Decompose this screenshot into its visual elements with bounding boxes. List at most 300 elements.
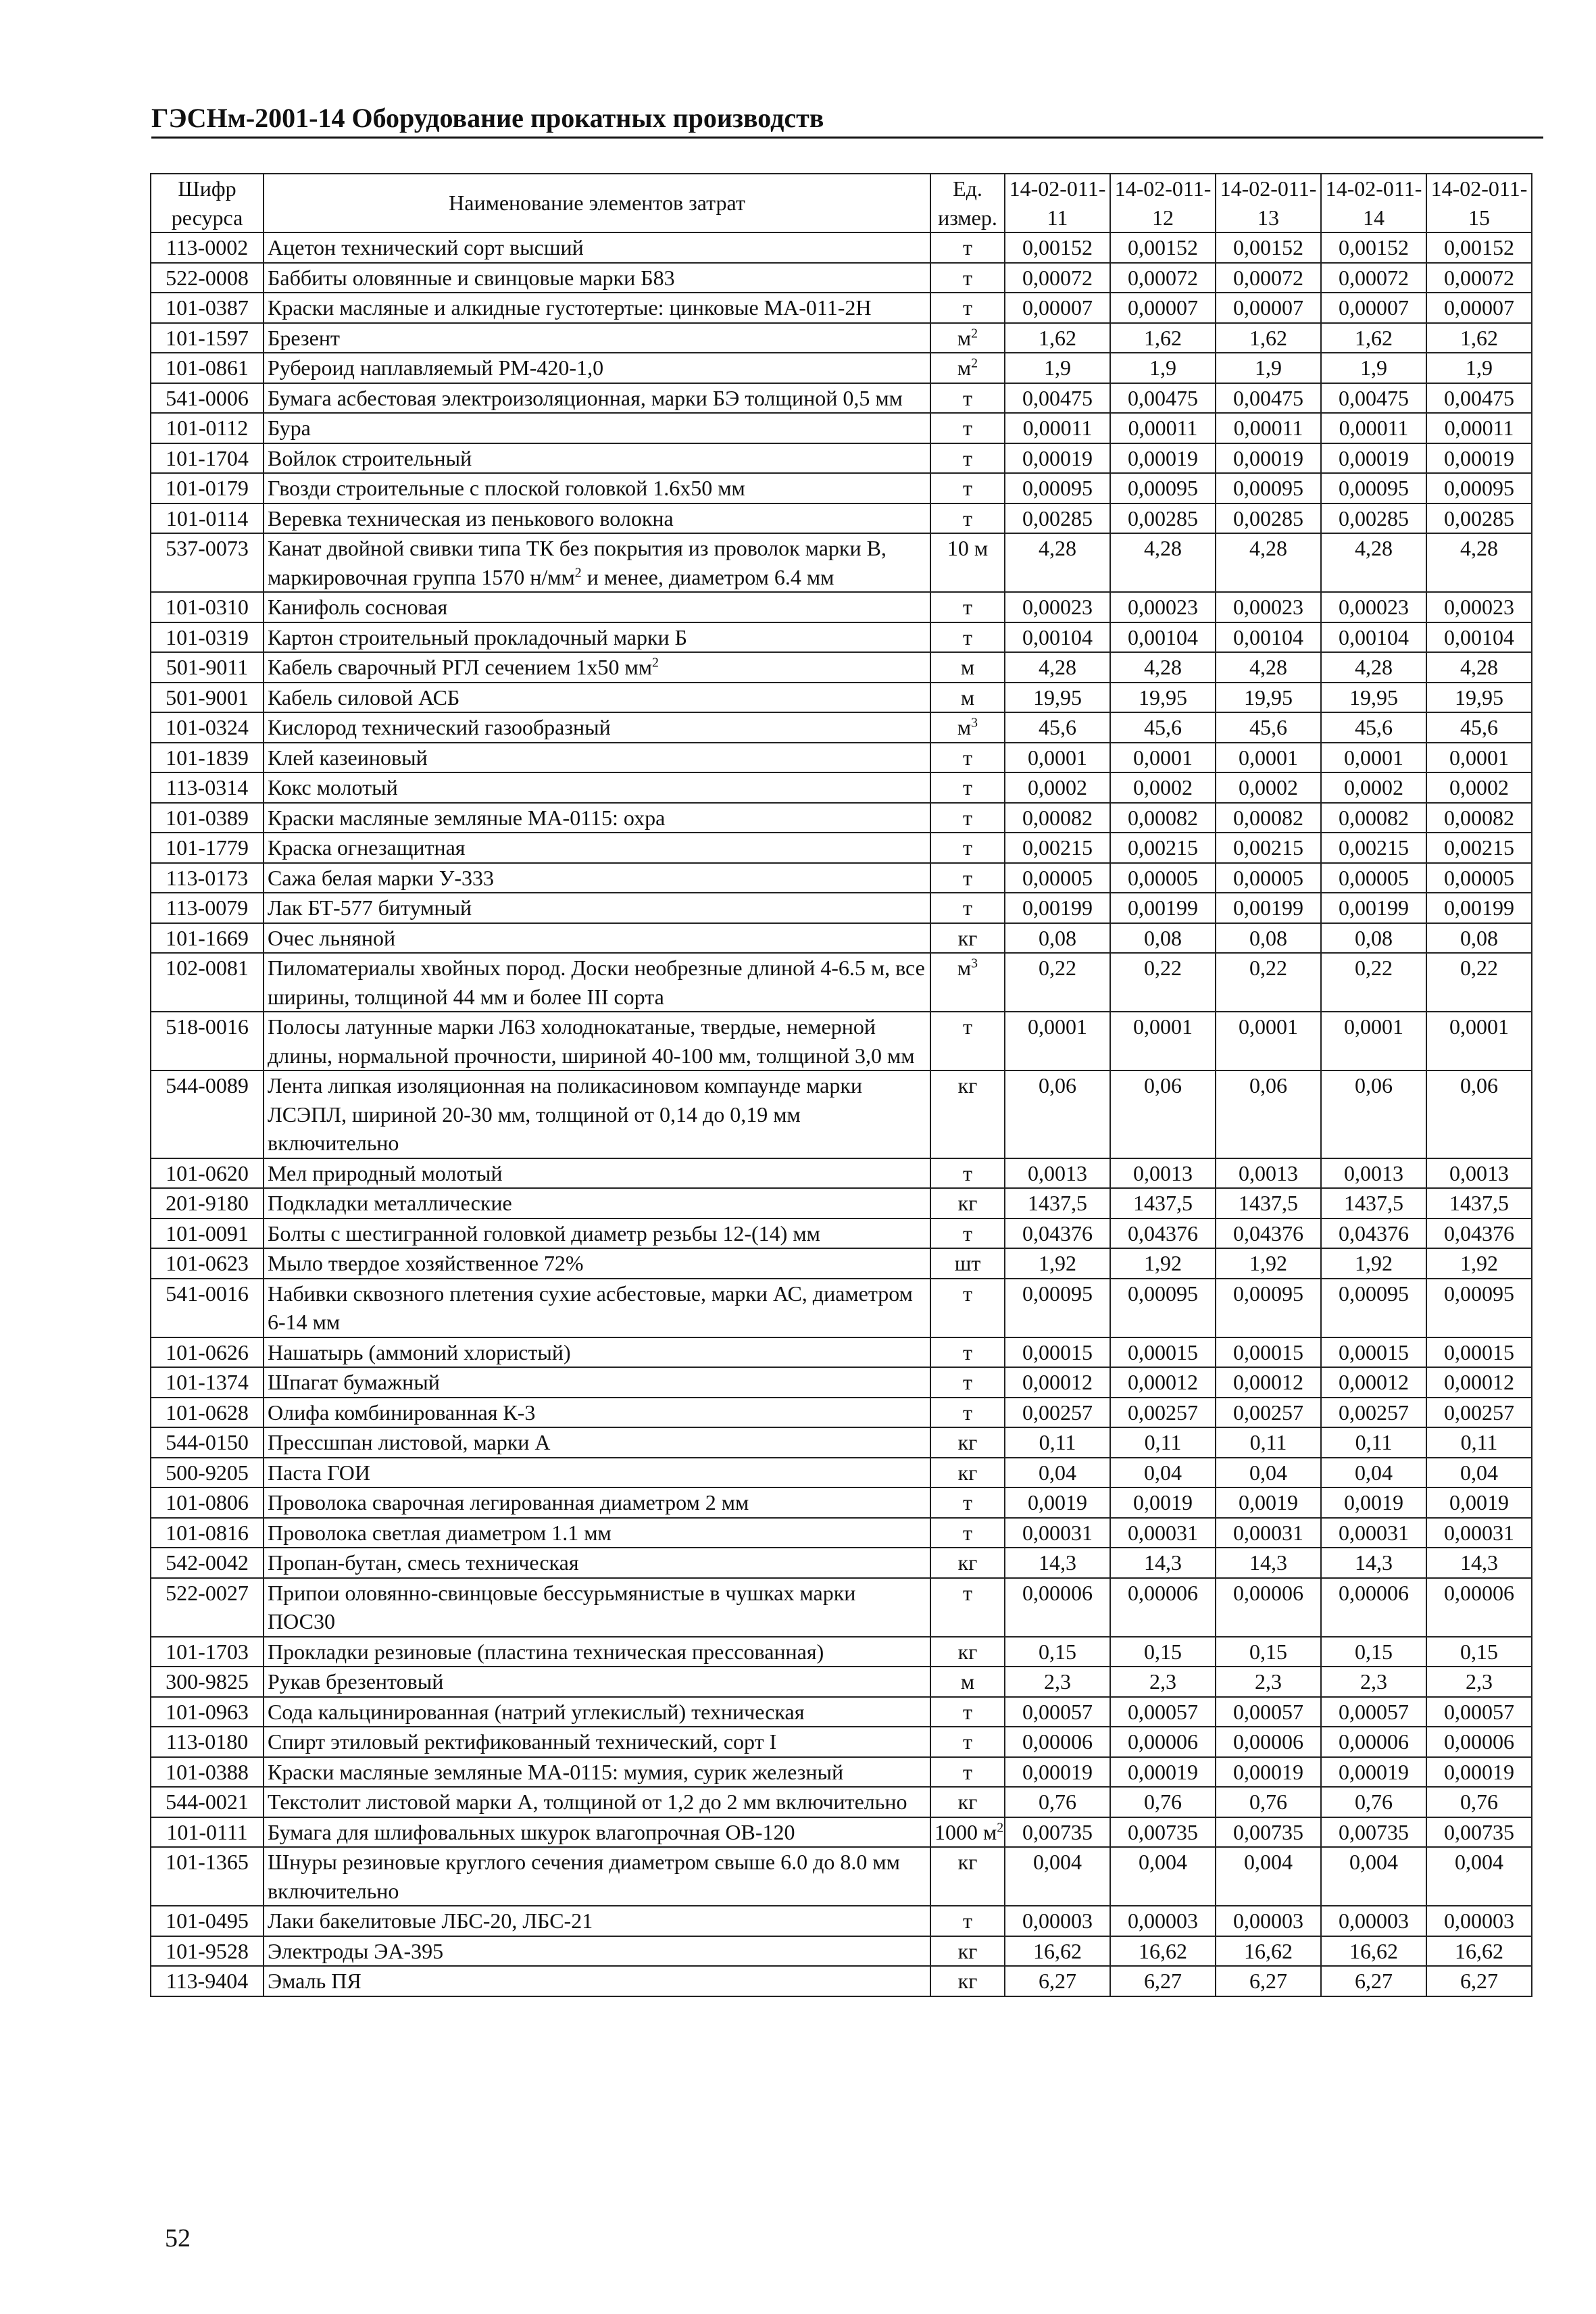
norm-value: 0,00072 xyxy=(1321,263,1426,293)
norm-value: 0,00019 xyxy=(1216,1757,1321,1788)
norm-value: 6,27 xyxy=(1216,1966,1321,1996)
resource-code: 101-0620 xyxy=(151,1158,264,1189)
norm-value: 0,00057 xyxy=(1321,1697,1426,1727)
table-row xyxy=(151,1637,1532,1667)
norm-value: 0,00019 xyxy=(1110,1757,1216,1788)
norm-value: 0,00015 xyxy=(1426,1337,1532,1368)
norm-value: 0,0019 xyxy=(1110,1487,1216,1518)
norm-value: 45,6 xyxy=(1426,712,1532,743)
norm-value: 0,15 xyxy=(1216,1637,1321,1667)
table-header-row xyxy=(151,174,1532,232)
table-row xyxy=(151,473,1532,503)
resource-name: Клей казеиновый xyxy=(264,743,930,773)
norm-value: 14,3 xyxy=(1321,1548,1426,1578)
resource-unit: т xyxy=(930,803,1005,833)
norm-value: 0,04 xyxy=(1005,1458,1110,1488)
norm-value: 4,28 xyxy=(1321,652,1426,683)
norm-value: 0,00475 xyxy=(1110,383,1216,414)
norm-value: 0,15 xyxy=(1005,1637,1110,1667)
norm-value: 0,00023 xyxy=(1216,592,1321,622)
resource-code: 113-0079 xyxy=(151,893,264,923)
table-row xyxy=(151,232,1532,263)
table-row xyxy=(151,383,1532,414)
norm-value: 0,00011 xyxy=(1321,413,1426,443)
norm-value: 0,00104 xyxy=(1005,622,1110,653)
norm-value: 0,04376 xyxy=(1216,1218,1321,1249)
norm-value: 19,95 xyxy=(1216,683,1321,713)
table-row xyxy=(151,712,1532,743)
resource-name: Прокладки резиновые (пластина техническая прессованная) xyxy=(264,1637,930,1667)
resource-name: Шпагат бумажный xyxy=(264,1367,930,1398)
norm-value: 45,6 xyxy=(1005,712,1110,743)
norm-value: 0,04376 xyxy=(1321,1218,1426,1249)
norm-value: 4,28 xyxy=(1005,652,1110,683)
resource-unit: т xyxy=(930,592,1005,622)
norm-value: 0,00152 xyxy=(1216,232,1321,263)
norm-value: 0,0001 xyxy=(1005,1012,1110,1070)
norm-value: 0,00095 xyxy=(1005,1279,1110,1337)
resource-code: 101-0963 xyxy=(151,1697,264,1727)
norm-value: 0,00285 xyxy=(1321,503,1426,534)
norm-value: 0,00023 xyxy=(1110,592,1216,622)
norm-value: 0,00003 xyxy=(1216,1906,1321,1936)
norm-value: 0,00019 xyxy=(1426,443,1532,474)
norm-value: 0,00019 xyxy=(1216,443,1321,474)
norm-value: 0,00003 xyxy=(1321,1906,1426,1936)
resource-name: Мел природный молотый xyxy=(264,1158,930,1189)
norm-value: 0,0002 xyxy=(1426,772,1532,803)
norm-value: 1437,5 xyxy=(1216,1188,1321,1218)
norm-value: 0,00057 xyxy=(1216,1697,1321,1727)
norm-value: 0,00057 xyxy=(1110,1697,1216,1727)
resource-unit: т xyxy=(930,863,1005,893)
norm-value: 1,9 xyxy=(1216,353,1321,383)
table-row xyxy=(151,1518,1532,1548)
norm-value: 16,62 xyxy=(1005,1936,1110,1967)
norm-value: 0,00095 xyxy=(1110,1279,1216,1337)
norm-value: 0,00104 xyxy=(1216,622,1321,653)
resource-code: 501-9001 xyxy=(151,683,264,713)
norm-value: 0,00285 xyxy=(1216,503,1321,534)
resource-unit: кг xyxy=(930,1458,1005,1488)
resource-code: 101-0623 xyxy=(151,1248,264,1279)
resource-unit: кг xyxy=(930,1637,1005,1667)
table-row xyxy=(151,263,1532,293)
norm-value: 0,00012 xyxy=(1216,1367,1321,1398)
norm-value: 0,00007 xyxy=(1426,293,1532,323)
resource-name: Войлок строительный xyxy=(264,443,930,474)
resource-code: 541-0016 xyxy=(151,1279,264,1337)
resource-unit: т xyxy=(930,1279,1005,1337)
resource-unit: т xyxy=(930,622,1005,653)
table-row xyxy=(151,863,1532,893)
norm-value: 1,62 xyxy=(1426,323,1532,353)
header-col-1: 14-02-011-11 xyxy=(1005,174,1110,232)
norm-value: 0,76 xyxy=(1321,1787,1426,1817)
norm-value: 0,11 xyxy=(1216,1427,1321,1458)
norm-value: 0,04376 xyxy=(1426,1218,1532,1249)
resource-name: Бура xyxy=(264,413,930,443)
resource-unit: т xyxy=(930,383,1005,414)
table-row xyxy=(151,1727,1532,1757)
norm-value: 0,00019 xyxy=(1005,1757,1110,1788)
resource-name: Нашатырь (аммоний хлористый) xyxy=(264,1337,930,1368)
norm-value: 0,04 xyxy=(1426,1458,1532,1488)
table-body xyxy=(151,232,1532,1996)
resource-unit: $м^3$ xyxy=(930,953,1005,1012)
resource-code: 522-0027 xyxy=(151,1578,264,1637)
norm-value: 0,00152 xyxy=(1321,232,1426,263)
norm-value: 0,00007 xyxy=(1005,293,1110,323)
norm-value: 0,00082 xyxy=(1216,803,1321,833)
norm-value: 1,9 xyxy=(1005,353,1110,383)
resource-name: Пропан-бутан, смесь техническая xyxy=(264,1548,930,1578)
resource-name: Лак БТ-577 битумный xyxy=(264,893,930,923)
table-row xyxy=(151,443,1532,474)
resource-name: Очес льняной xyxy=(264,923,930,954)
norm-value: 6,27 xyxy=(1321,1966,1426,1996)
norm-value: 0,0019 xyxy=(1216,1487,1321,1518)
table-row xyxy=(151,772,1532,803)
resource-code: 537-0073 xyxy=(151,533,264,592)
resource-unit: т xyxy=(930,743,1005,773)
page-number: 52 xyxy=(165,2224,191,2253)
table-row xyxy=(151,1817,1532,1848)
table-row xyxy=(151,323,1532,353)
header-col-2: 14-02-011-12 xyxy=(1110,174,1216,232)
norm-value: 0,00215 xyxy=(1005,833,1110,863)
resource-unit: т xyxy=(930,1398,1005,1428)
resource-unit: кг xyxy=(930,1427,1005,1458)
norm-value: 0,0013 xyxy=(1005,1158,1110,1189)
norm-value: 1,62 xyxy=(1216,323,1321,353)
norm-value: 0,0002 xyxy=(1321,772,1426,803)
norm-value: 0,00007 xyxy=(1216,293,1321,323)
resource-unit: т xyxy=(930,503,1005,534)
norm-value: 0,00735 xyxy=(1426,1817,1532,1848)
resource-unit: т xyxy=(930,1578,1005,1637)
norm-value: 0,0019 xyxy=(1426,1487,1532,1518)
norm-value: 0,08 xyxy=(1216,923,1321,954)
norm-value: 1,92 xyxy=(1110,1248,1216,1279)
resource-code: 113-0173 xyxy=(151,863,264,893)
norm-value: 0,76 xyxy=(1426,1787,1532,1817)
table-row xyxy=(151,1757,1532,1788)
norm-value: 0,08 xyxy=(1005,923,1110,954)
norm-value: 0,00215 xyxy=(1110,833,1216,863)
norm-value: 0,0001 xyxy=(1110,1012,1216,1070)
norm-value: 0,15 xyxy=(1110,1637,1216,1667)
resource-name: Бумага асбестовая электроизоляционная, марки БЭ толщиной 0,5 мм xyxy=(264,383,930,414)
resource-unit: кг xyxy=(930,1548,1005,1578)
norm-value: 14,3 xyxy=(1426,1548,1532,1578)
norm-value: 1,92 xyxy=(1005,1248,1110,1279)
resource-unit: т xyxy=(930,833,1005,863)
norm-value: 0,0001 xyxy=(1216,743,1321,773)
norm-value: 0,00475 xyxy=(1426,383,1532,414)
norm-value: 2,3 xyxy=(1110,1667,1216,1697)
norm-value: 0,22 xyxy=(1110,953,1216,1012)
norm-value: 1,9 xyxy=(1321,353,1426,383)
norm-value: 0,08 xyxy=(1426,923,1532,954)
norm-value: 0,00257 xyxy=(1321,1398,1426,1428)
resource-code: 518-0016 xyxy=(151,1012,264,1070)
resource-name: Краски масляные и алкидные густотертые: цинковые МА-011-2Н xyxy=(264,293,930,323)
resource-code: 101-1597 xyxy=(151,323,264,353)
resource-name: Краски масляные земляные МА-0115: охра xyxy=(264,803,930,833)
norm-value: 0,11 xyxy=(1005,1427,1110,1458)
norm-value: 0,00735 xyxy=(1216,1817,1321,1848)
norm-value: 0,00285 xyxy=(1426,503,1532,534)
resource-unit: 10 м xyxy=(930,533,1005,592)
resource-unit: кг xyxy=(930,1936,1005,1967)
norm-value: 0,004 xyxy=(1321,1847,1426,1906)
resource-unit: т xyxy=(930,772,1005,803)
resource-unit: м xyxy=(930,1667,1005,1697)
norm-value: 0,00215 xyxy=(1216,833,1321,863)
norm-value: 0,00257 xyxy=(1110,1398,1216,1428)
resource-code: 101-0179 xyxy=(151,473,264,503)
resource-code: 113-9404 xyxy=(151,1966,264,1996)
norm-value: 0,00031 xyxy=(1321,1518,1426,1548)
norm-value: 0,00215 xyxy=(1426,833,1532,863)
resource-code: 101-0319 xyxy=(151,622,264,653)
resource-code: 101-1839 xyxy=(151,743,264,773)
norm-value: 0,004 xyxy=(1110,1847,1216,1906)
norm-value: 0,00023 xyxy=(1005,592,1110,622)
norm-value: 0,00019 xyxy=(1321,1757,1426,1788)
norm-value: 0,00019 xyxy=(1426,1757,1532,1788)
norm-value: 0,00104 xyxy=(1321,622,1426,653)
norm-value: 0,0002 xyxy=(1110,772,1216,803)
resource-name: Кабель сварочный РГЛ сечением 1х50 $мм^2$ xyxy=(264,652,930,683)
resource-code: 500-9205 xyxy=(151,1458,264,1488)
norm-value: 0,00007 xyxy=(1321,293,1426,323)
table-row xyxy=(151,1427,1532,1458)
table-row xyxy=(151,1847,1532,1906)
resource-name: Бумага для шлифовальных шкурок влагопрочная ОВ-120 xyxy=(264,1817,930,1848)
resource-code: 101-0387 xyxy=(151,293,264,323)
table-row xyxy=(151,652,1532,683)
norm-value: 0,00019 xyxy=(1005,443,1110,474)
norm-value: 0,00285 xyxy=(1110,503,1216,534)
table-row xyxy=(151,953,1532,1012)
norm-value: 19,95 xyxy=(1426,683,1532,713)
resource-unit: т xyxy=(930,1218,1005,1249)
norm-value: 45,6 xyxy=(1110,712,1216,743)
resource-code: 101-0111 xyxy=(151,1817,264,1848)
table-row xyxy=(151,1279,1532,1337)
norm-value: 0,00031 xyxy=(1426,1518,1532,1548)
norm-value: 0,06 xyxy=(1321,1070,1426,1158)
resource-unit: т xyxy=(930,1487,1005,1518)
resource-name: Прессшпан листовой, марки А xyxy=(264,1427,930,1458)
norm-value: 4,28 xyxy=(1321,533,1426,592)
resource-unit: кг xyxy=(930,1966,1005,1996)
table-row xyxy=(151,293,1532,323)
table-row xyxy=(151,1697,1532,1727)
resource-name: Электроды ЭА-395 xyxy=(264,1936,930,1967)
norm-value: 0,00031 xyxy=(1005,1518,1110,1548)
header-code: Шифр ресурса xyxy=(151,174,264,232)
norm-value: 0,00082 xyxy=(1426,803,1532,833)
norm-value: 0,08 xyxy=(1321,923,1426,954)
resource-code: 101-0806 xyxy=(151,1487,264,1518)
norm-value: 0,00006 xyxy=(1216,1578,1321,1637)
resource-unit: т xyxy=(930,1158,1005,1189)
resource-unit: м xyxy=(930,652,1005,683)
resource-name: Кислород технический газообразный xyxy=(264,712,930,743)
resource-code: 101-0310 xyxy=(151,592,264,622)
norm-value: 0,06 xyxy=(1005,1070,1110,1158)
norm-value: 0,00285 xyxy=(1005,503,1110,534)
resource-unit: т xyxy=(930,1727,1005,1757)
resource-name: Краска огнезащитная xyxy=(264,833,930,863)
norm-value: 0,15 xyxy=(1426,1637,1532,1667)
resource-name: Олифа комбинированная К-3 xyxy=(264,1398,930,1428)
norm-value: 0,04 xyxy=(1321,1458,1426,1488)
norm-value: 0,00005 xyxy=(1321,863,1426,893)
resource-unit: т xyxy=(930,1367,1005,1398)
norm-value: 6,27 xyxy=(1110,1966,1216,1996)
norm-value: 0,00006 xyxy=(1005,1727,1110,1757)
resource-code: 101-0495 xyxy=(151,1906,264,1936)
resource-code: 544-0150 xyxy=(151,1427,264,1458)
norm-value: 0,11 xyxy=(1321,1427,1426,1458)
norm-value: 0,0001 xyxy=(1216,1012,1321,1070)
norm-value: 4,28 xyxy=(1426,652,1532,683)
norm-value: 0,22 xyxy=(1426,953,1532,1012)
table-row xyxy=(151,1578,1532,1637)
norm-value: 0,00082 xyxy=(1110,803,1216,833)
resource-code: 101-0626 xyxy=(151,1337,264,1368)
table-row xyxy=(151,923,1532,954)
norm-value: 0,00475 xyxy=(1005,383,1110,414)
resource-unit: т xyxy=(930,1012,1005,1070)
resource-name: Проволока светлая диаметром 1.1 мм xyxy=(264,1518,930,1548)
norm-value: 0,00005 xyxy=(1216,863,1321,893)
resource-unit: т xyxy=(930,1906,1005,1936)
norm-value: 0,11 xyxy=(1110,1427,1216,1458)
norm-value: 0,00012 xyxy=(1110,1367,1216,1398)
resource-name: Брезент xyxy=(264,323,930,353)
table-row xyxy=(151,803,1532,833)
resource-unit: т xyxy=(930,443,1005,474)
norm-value: 0,04376 xyxy=(1110,1218,1216,1249)
norm-value: 0,00031 xyxy=(1110,1518,1216,1548)
norm-value: 1437,5 xyxy=(1005,1188,1110,1218)
norm-value: 0,00031 xyxy=(1216,1518,1321,1548)
norm-value: 4,28 xyxy=(1216,652,1321,683)
norm-value: 0,00152 xyxy=(1426,232,1532,263)
resource-unit: $м^3$ xyxy=(930,712,1005,743)
header-unit: Ед. измер. xyxy=(930,174,1005,232)
resource-unit: шт xyxy=(930,1248,1005,1279)
norm-value: 1,62 xyxy=(1005,323,1110,353)
resource-code: 101-0388 xyxy=(151,1757,264,1788)
resource-unit: т xyxy=(930,293,1005,323)
table-row xyxy=(151,1248,1532,1279)
norm-value: 0,00072 xyxy=(1426,263,1532,293)
norm-value: 2,3 xyxy=(1216,1667,1321,1697)
norm-value: 16,62 xyxy=(1321,1936,1426,1967)
resource-unit: кг xyxy=(930,923,1005,954)
resource-unit: т xyxy=(930,1697,1005,1727)
norm-value: 0,0013 xyxy=(1216,1158,1321,1189)
resource-unit: т xyxy=(930,232,1005,263)
resource-unit: кг xyxy=(930,1847,1005,1906)
norm-value: 16,62 xyxy=(1216,1936,1321,1967)
table-row xyxy=(151,1218,1532,1249)
norm-value: 16,62 xyxy=(1110,1936,1216,1967)
norm-value: 4,28 xyxy=(1110,533,1216,592)
resource-unit: т xyxy=(930,413,1005,443)
resource-name: Сажа белая марки У-333 xyxy=(264,863,930,893)
table-row xyxy=(151,1337,1532,1368)
resource-code: 101-1779 xyxy=(151,833,264,863)
table-row xyxy=(151,1367,1532,1398)
norm-value: 0,76 xyxy=(1005,1787,1110,1817)
resource-code: 101-0389 xyxy=(151,803,264,833)
norm-value: 1,92 xyxy=(1426,1248,1532,1279)
table-row xyxy=(151,1458,1532,1488)
norm-value: 0,06 xyxy=(1110,1070,1216,1158)
norm-value: 0,00023 xyxy=(1321,592,1426,622)
norm-value: 1437,5 xyxy=(1426,1188,1532,1218)
table-row xyxy=(151,1936,1532,1967)
norm-value: 0,00199 xyxy=(1426,893,1532,923)
norm-value: 0,00082 xyxy=(1005,803,1110,833)
norm-value: 0,0013 xyxy=(1110,1158,1216,1189)
table-row xyxy=(151,353,1532,383)
resource-name: Рубероид наплавляемый РМ-420-1,0 xyxy=(264,353,930,383)
resource-code: 102-0081 xyxy=(151,953,264,1012)
resource-unit: т xyxy=(930,1337,1005,1368)
table-row xyxy=(151,1398,1532,1428)
resource-code: 101-0816 xyxy=(151,1518,264,1548)
norm-value: 0,00015 xyxy=(1110,1337,1216,1368)
norm-value: 1,92 xyxy=(1216,1248,1321,1279)
norm-value: 0,00006 xyxy=(1426,1727,1532,1757)
table-row xyxy=(151,743,1532,773)
norm-value: 0,00095 xyxy=(1005,473,1110,503)
resource-code: 300-9825 xyxy=(151,1667,264,1697)
resource-code: 113-0314 xyxy=(151,772,264,803)
norm-value: 0,00015 xyxy=(1321,1337,1426,1368)
resource-name: Веревка техническая из пенькового волокна xyxy=(264,503,930,534)
norm-value: 0,0001 xyxy=(1005,743,1110,773)
norm-value: 0,00095 xyxy=(1321,473,1426,503)
norm-value: 0,00095 xyxy=(1426,1279,1532,1337)
table-row xyxy=(151,1906,1532,1936)
resource-code: 501-9011 xyxy=(151,652,264,683)
norm-value: 0,00475 xyxy=(1321,383,1426,414)
norm-value: 0,0001 xyxy=(1321,743,1426,773)
norm-value: 0,0019 xyxy=(1321,1487,1426,1518)
resource-code: 101-0628 xyxy=(151,1398,264,1428)
table-row xyxy=(151,1487,1532,1518)
norm-value: 0,76 xyxy=(1216,1787,1321,1817)
norm-value: 0,00007 xyxy=(1110,293,1216,323)
norm-value: 0,00006 xyxy=(1110,1578,1216,1637)
norm-value: 0,11 xyxy=(1426,1427,1532,1458)
norm-value: 0,00011 xyxy=(1110,413,1216,443)
norm-value: 1437,5 xyxy=(1321,1188,1426,1218)
resource-unit: т xyxy=(930,1757,1005,1788)
norm-value: 14,3 xyxy=(1005,1548,1110,1578)
norm-value: 0,00057 xyxy=(1005,1697,1110,1727)
resource-code: 541-0006 xyxy=(151,383,264,414)
